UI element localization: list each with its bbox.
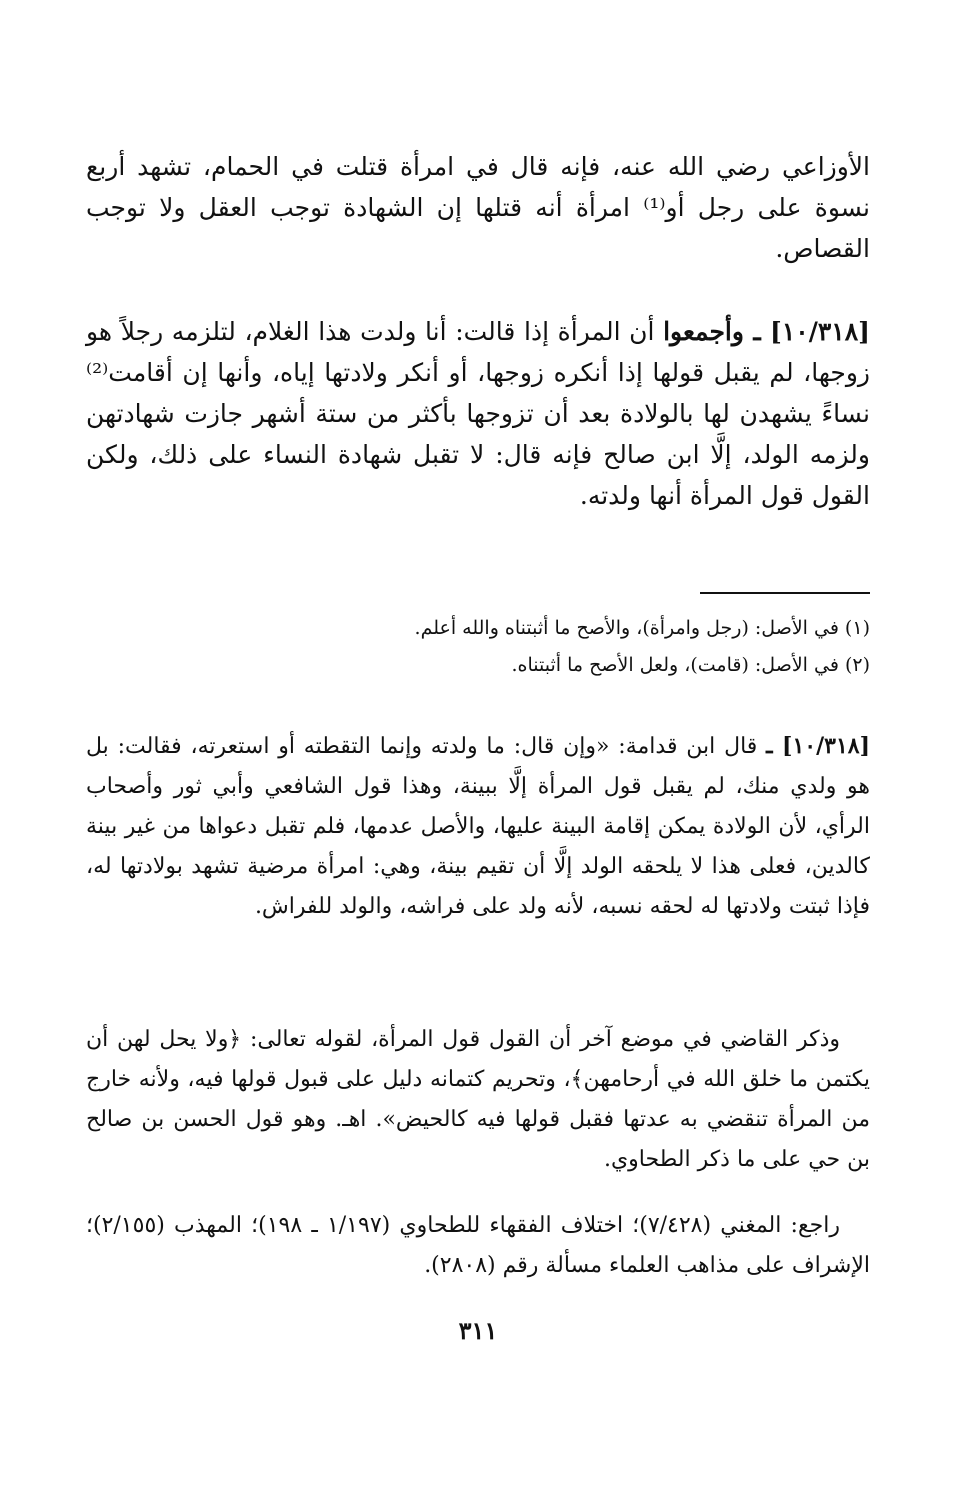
page-number: ٣١١ [458,1316,498,1345]
commentary-reference: [١٠/٣١٨] ـ [766,733,870,759]
footnote-2: (٢) في الأصل: (قامت)، ولعل الأصح ما أثبتناه. [511,654,870,676]
main-paragraph-2-text: أن المرأة إذا قالت: أنا ولدت هذا الغلام، لتلزمه رجلاً هو زوجها، لم يقبل قولها إذا أنكره زوجها، أو أنكر ولادتها إياه، وأنها إن أقامت⁽²⁾ نساءً يشهدن لها بالولادة بعد أن تزوجها بأكثر من ستة أشهر جازت شهادتهن ولزمه الولد، إلَّا ابن صالح فإنه قال: لا تقبل شهادة النساء على ذلك، ولكن القول قول المرأة أنها ولدته. [86,317,870,510]
commentary-paragraph-2: وذكر القاضي في موضع آخر أن القول قول المرأة، لقوله تعالى: ﴿ولا يحل لهن أن يكتمن ما خلق الله في أرحامهن﴾، وتحريم كتمانه دليل على قبول قولها فيه، ولأنه خارج من المرأة تنقضي به عدتها فقبل قولها فيه كالحيض». اهـ. وهو قول الحسن بن صالح بن حي على ما ذكر الطحاوي. [86,1027,870,1172]
footnote-separator [700,592,870,594]
main-paragraph-1 [86,146,870,269]
issue-reference: [١٠/٣١٨] ـ وأجمعوا [663,317,870,346]
main-paragraph-1-text: الأوزاعي رضي الله عنه، فإنه قال في امرأة قتلت في الحمام، تشهد أربع نسوة على رجل أو⁽¹⁾ امرأة أنه قتلها إن الشهادة توجب العقل ولا توجب القصاص. [86,152,870,263]
commentary-references: راجع: المغني (٧/٤٢٨)؛ اختلاف الفقهاء للطحاوي (١/١٩٧ ـ ١٩٨)؛ المهذب (٢/١٥٥)؛ الإشراف على مذاهب العلماء مسألة رقم (٢٨٠٨). [86,1213,870,1278]
footnote-1: (١) في الأصل: (رجل وامرأة)، والأصح ما أثبتناه والله أعلم. [414,617,870,639]
commentary-paragraph-1-text: قال ابن قدامة: «وإن قال: ما ولدته وإنما التقطته أو استعرته، فقالت: بل هو ولدي منك، لم يقبل قول المرأة إلَّا ببينة، وهذا قول الشافعي وأبي ثور وأصحاب الرأي، لأن الولادة يمكن إقامة البينة عليها، والأصل عدمها، فلم تقبل دعواها من غير بينة كالدين، فعلى هذا لا يلحقه الولد إلَّا أن تقيم بينة، وهي: امرأة مرضية تشهد بولادتها له، فإذا ثبتت ولادتها له لحقه نسبه، لأنه ولد على فراشه، والولد للفراش. [86,734,870,919]
footnotes [86,610,870,684]
commentary-paragraph-1 [86,726,870,927]
main-paragraph-2 [86,311,870,516]
